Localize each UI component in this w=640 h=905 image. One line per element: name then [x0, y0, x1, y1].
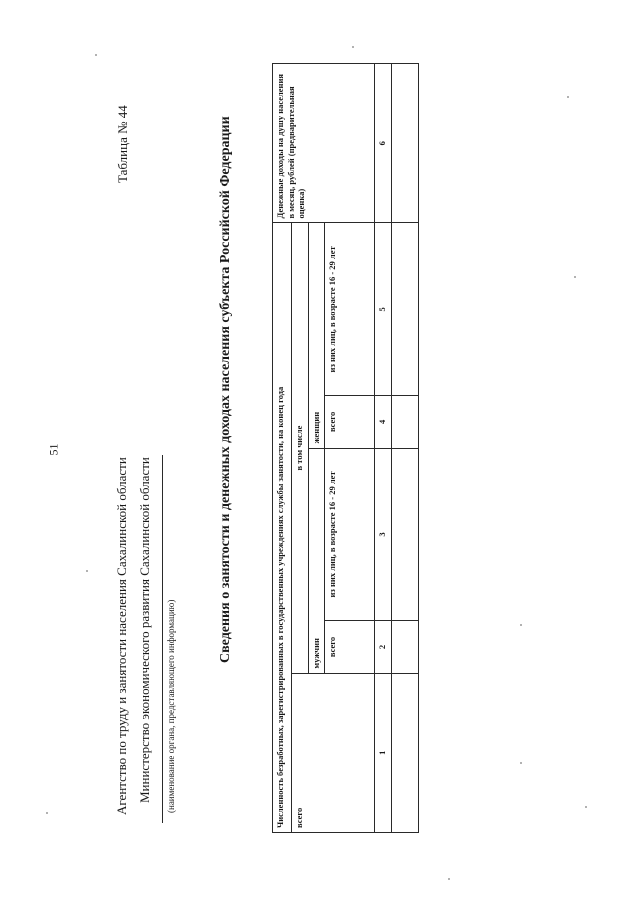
data-cell — [392, 223, 419, 396]
men-header: мужчин — [309, 448, 325, 673]
column-number: 6 — [375, 64, 392, 223]
data-cell — [392, 673, 419, 832]
unemployed-header: Численность безработных, зарегистрированных в государственных учреждениях службы занятости, на конец года — [273, 223, 292, 833]
employment-income-table — [272, 63, 419, 833]
data-cell — [392, 64, 419, 223]
agency-name: Агентство по труду и занятости населения Сахалинской области — [114, 457, 129, 815]
column-number: 1 — [375, 673, 392, 832]
form-title: Сведения о занятости и денежных доходах населения субъекта Российской Федерации — [218, 116, 233, 663]
women-all-header: всего — [325, 396, 375, 448]
data-cell — [392, 621, 419, 673]
rotated-form — [40, 23, 600, 883]
org-caption: (наименование органа, представляющего информацию) — [166, 599, 176, 813]
including-header: в том числе — [292, 223, 309, 673]
total-header: всего — [292, 673, 375, 832]
column-number: 2 — [375, 621, 392, 673]
data-cell — [392, 396, 419, 448]
men-youth-header: из них лиц, в возрасте 16 - 29 лет — [325, 448, 375, 621]
table-number: Таблица № 44 — [115, 105, 130, 183]
women-header: женщин — [309, 223, 325, 448]
org-underline — [162, 455, 163, 823]
ministry-name: Министерство экономического развития Сахалинской области — [137, 457, 152, 803]
column-number: 5 — [375, 223, 392, 396]
column-number: 3 — [375, 448, 392, 621]
column-number: 4 — [375, 396, 392, 448]
data-cell — [392, 448, 419, 621]
men-all-header: всего — [325, 621, 375, 673]
women-youth-header: из них лиц, в возрасте 16 - 29 лет — [325, 223, 375, 396]
income-header: Денежные доходы на душу населения в месяц, рублей (предварительная оценка) — [273, 64, 375, 223]
page-number: 51 — [46, 443, 61, 456]
